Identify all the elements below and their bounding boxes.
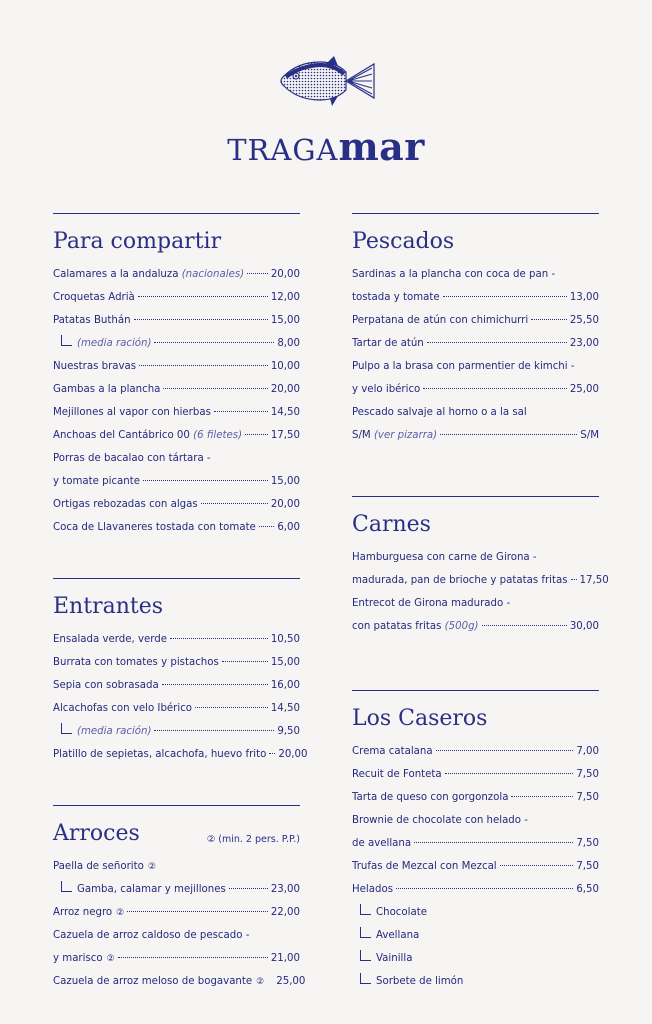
menu-item (53, 447, 300, 470)
item-name-text: Croquetas Adrià (53, 292, 135, 303)
dot-leader (154, 730, 274, 731)
item-name-text: Gambas a la plancha (53, 384, 161, 395)
item-name (53, 493, 198, 516)
item-name (53, 924, 249, 947)
item-name-text: Hamburguesa con carne de Girona - (352, 552, 537, 563)
section-note: ② (min. 2 pers. P.P.) (206, 834, 300, 845)
item-price: 7,50 (576, 861, 599, 872)
item-name (352, 970, 463, 993)
brand-logo (0, 124, 652, 169)
item-name (352, 878, 393, 901)
dot-leader (427, 342, 567, 343)
item-name-text: y velo ibérico (352, 384, 421, 395)
section-title (53, 820, 300, 848)
menu-item (53, 493, 300, 516)
menu-item (352, 309, 599, 332)
item-name-text: Sepia con sobrasada (53, 680, 159, 691)
menu-list (352, 740, 599, 993)
dot-leader (445, 773, 574, 774)
menu-item (53, 901, 300, 924)
menu-item (352, 378, 599, 401)
item-name (352, 569, 568, 592)
item-name (352, 378, 420, 401)
dot-leader (163, 388, 267, 389)
item-price: 22,00 (270, 907, 300, 918)
dot-leader (511, 796, 573, 797)
menu-list (352, 263, 599, 447)
menu-item (352, 401, 599, 424)
item-price: 7,50 (576, 792, 599, 803)
item-price: 23,00 (569, 338, 599, 349)
item-name-text: Helados (352, 884, 394, 895)
menu-item (352, 332, 599, 355)
dot-leader (134, 319, 268, 320)
item-name-text: madurada, pan de brioche y patatas fritas (352, 575, 568, 586)
item-note: (nacionales) (181, 269, 245, 280)
dot-leader (162, 684, 268, 685)
menu-item (53, 378, 300, 401)
item-name (352, 286, 440, 309)
menu-item (53, 516, 300, 539)
item-name-text: y marisco (53, 953, 103, 964)
item-price: 20,00 (270, 384, 300, 395)
brand-part2: mar (338, 124, 425, 169)
item-name-text: Avellana (376, 930, 420, 941)
menu-item (352, 546, 599, 569)
dot-leader (500, 865, 574, 866)
item-name-text: Burrata con tomates y pistachos (53, 657, 219, 668)
menu-item (352, 786, 599, 809)
item-note: (ver pizarra) (373, 430, 438, 441)
menu-item (352, 924, 599, 947)
item-name-text: Brownie de chocolate con helado - (352, 815, 528, 826)
dot-leader (436, 750, 574, 751)
item-name-text: Arroz negro (53, 907, 113, 918)
item-price: 10,00 (270, 361, 300, 372)
item-price: 7,50 (576, 769, 599, 780)
item-price: 10,50 (270, 634, 300, 645)
item-name-text: Perpatana de atún con chimichurri (352, 315, 529, 326)
item-price: 7,50 (576, 838, 599, 849)
menu-item (352, 763, 599, 786)
item-name (53, 697, 192, 720)
item-name-text: Vainilla (376, 953, 413, 964)
item-price: 23,00 (270, 884, 300, 895)
menu-item (352, 263, 599, 286)
menu-item (352, 355, 599, 378)
item-name (352, 401, 527, 424)
item-name-text: Calamares a la andaluza (53, 269, 182, 280)
item-price: 15,00 (270, 315, 300, 326)
item-price: 25,00 (276, 976, 306, 987)
dot-leader (259, 526, 274, 527)
item-name-text: Mejillones al vapor con hierbas (53, 407, 211, 418)
item-name-text: Porras de bacalao con tártara - (53, 453, 211, 464)
item-price: 20,00 (270, 499, 300, 510)
dot-leader (229, 888, 268, 889)
item-name-text: con patatas fritas (352, 621, 445, 632)
dot-leader (247, 273, 268, 274)
item-name (53, 447, 211, 470)
dot-leader (201, 503, 268, 504)
item-price: 16,00 (270, 680, 300, 691)
item-name-text: Tartar de atún (352, 338, 424, 349)
item-price: 13,00 (569, 292, 599, 303)
menu-list (352, 546, 609, 638)
menu-item (53, 286, 300, 309)
menu-item (352, 809, 599, 832)
item-note: (media ración) (77, 726, 152, 737)
item-name-text: tostada y tomate (352, 292, 440, 303)
item-name (53, 516, 256, 539)
item-name (53, 878, 226, 901)
menu-item (352, 740, 599, 763)
menu-item (53, 743, 308, 766)
menu-item (53, 332, 300, 355)
item-name (352, 947, 412, 970)
item-name-text: Recuit de Fonteta (352, 769, 442, 780)
min-two-persons-icon: ② (116, 908, 125, 918)
menu-item (53, 924, 300, 947)
menu-list (53, 855, 306, 993)
item-name (53, 970, 264, 994)
dot-leader (214, 411, 268, 412)
dot-leader (170, 638, 268, 639)
item-price: 15,00 (270, 657, 300, 668)
section-divider (53, 805, 300, 806)
menu-item (352, 286, 599, 309)
item-name-text: Pulpo a la brasa con parmentier de kimchi - (352, 361, 575, 372)
item-name (53, 378, 160, 401)
item-name (352, 592, 510, 615)
brand-part1: TRAGA (227, 133, 339, 167)
item-price: 25,00 (569, 384, 599, 395)
item-name (352, 424, 437, 447)
item-name-text: Ortigas rebozadas con algas (53, 499, 198, 510)
item-name-text: Tarta de queso con gorgonzola (352, 792, 509, 803)
min-two-persons-icon: ② (147, 862, 156, 872)
menu-item (352, 947, 599, 970)
menu-item (53, 355, 300, 378)
item-name (352, 901, 427, 924)
item-name (352, 615, 479, 638)
dot-leader (245, 434, 268, 435)
menu-item (53, 309, 300, 332)
item-name (53, 947, 115, 971)
menu-item (53, 878, 300, 901)
menu-item (352, 901, 599, 924)
section-divider (53, 578, 300, 579)
item-price: 6,50 (576, 884, 599, 895)
item-price: 9,50 (277, 726, 300, 737)
section-caseros (352, 690, 599, 993)
section-title: Carnes (352, 512, 431, 537)
section-divider (352, 690, 599, 691)
menu-item (53, 674, 300, 697)
item-name-text: Sardinas a la plancha con coca de pan - (352, 269, 556, 280)
item-name (53, 263, 244, 286)
item-price: 21,00 (270, 953, 300, 964)
item-name-text: de avellana (352, 838, 412, 849)
menu-item (53, 855, 300, 878)
item-name-text: Paella de señorito (53, 861, 144, 872)
item-name (53, 286, 135, 309)
item-price: 14,50 (270, 407, 300, 418)
item-name (352, 763, 442, 786)
section-compartir (53, 213, 300, 539)
item-name-text: Sorbete de limón (376, 976, 464, 987)
item-name (53, 332, 151, 355)
item-name-text: Pescado salvaje al horno o a la sal (352, 407, 527, 418)
item-name (352, 263, 555, 286)
item-name (352, 924, 419, 947)
section-title-text: Arroces (53, 821, 140, 846)
item-price: 8,00 (277, 338, 300, 349)
item-price: 25,50 (569, 315, 599, 326)
item-name-text: Coca de Llavaneres tostada con tomate (53, 522, 256, 533)
dot-leader (396, 888, 573, 889)
dot-leader (138, 296, 268, 297)
menu-item (352, 424, 599, 447)
section-arroces (53, 805, 306, 993)
item-note: (500g) (444, 621, 479, 632)
section-divider (352, 496, 599, 497)
item-price: 17,50 (270, 430, 300, 441)
menu-item (53, 470, 300, 493)
menu-item (352, 855, 599, 878)
section-entrantes (53, 578, 308, 766)
item-price: 7,00 (576, 746, 599, 757)
section-divider (53, 213, 300, 214)
item-name (53, 743, 266, 766)
item-name-text: Chocolate (376, 907, 427, 918)
dot-leader (139, 365, 268, 366)
section-divider (352, 213, 599, 214)
item-name-text: Cazuela de arroz meloso de bogavante (53, 976, 253, 987)
dot-leader (195, 707, 268, 708)
dot-leader (154, 342, 274, 343)
item-name-text: Ensalada verde, verde (53, 634, 168, 645)
section-title: Entrantes (53, 594, 164, 619)
dot-leader (414, 842, 573, 843)
item-price: S/M (580, 430, 599, 441)
section-title: Pescados (352, 229, 455, 254)
section-pescados (352, 213, 599, 447)
section-title: Los Caseros (352, 706, 488, 731)
dot-leader (443, 296, 567, 297)
item-name-text: Alcachofas con velo Ibérico (53, 703, 193, 714)
dot-leader (269, 753, 275, 754)
item-name (352, 855, 497, 878)
item-name (352, 809, 528, 832)
dot-leader (440, 434, 577, 435)
menu-item (53, 424, 300, 447)
item-name-text: Anchoas del Cantábrico 00 (53, 430, 194, 441)
item-note: (6 filetes) (193, 430, 243, 441)
item-name-text: Nuestras bravas (53, 361, 137, 372)
dot-leader (143, 480, 268, 481)
dot-leader (482, 625, 567, 626)
menu-item (352, 592, 599, 615)
item-name (53, 309, 131, 332)
menu-item (53, 720, 300, 743)
menu-item (53, 401, 300, 424)
item-name-text: Crema catalana (352, 746, 433, 757)
item-price: 12,00 (270, 292, 300, 303)
menu-item (352, 878, 599, 901)
item-note: (media ración) (77, 338, 152, 349)
menu-item (53, 947, 300, 970)
menu-list (53, 628, 308, 766)
item-name (352, 786, 508, 809)
item-price: 14,50 (270, 703, 300, 714)
item-name-text: Trufas de Mezcal con Mezcal (352, 861, 497, 872)
item-name (53, 651, 219, 674)
menu-item (352, 615, 599, 638)
menu-item (352, 832, 599, 855)
min-two-persons-icon: ② (106, 954, 115, 964)
menu-list (53, 263, 300, 539)
item-name-text: S/M (352, 430, 374, 441)
item-price: 30,00 (569, 621, 599, 632)
item-name (53, 901, 124, 925)
menu-item (53, 970, 306, 993)
item-price: 15,00 (270, 476, 300, 487)
item-name (53, 470, 140, 493)
item-name (53, 674, 159, 697)
item-name (352, 546, 537, 569)
item-price: 20,00 (270, 269, 300, 280)
section-title: Para compartir (53, 229, 222, 254)
item-name (352, 832, 411, 855)
item-name-text: Gamba, calamar y mejillones (77, 884, 226, 895)
dot-leader (222, 661, 268, 662)
dot-leader (531, 319, 567, 320)
min-two-persons-icon: ② (256, 977, 265, 987)
menu-item (53, 651, 300, 674)
item-name (352, 355, 575, 378)
item-name (53, 720, 151, 743)
dot-leader (571, 579, 577, 580)
item-name (352, 332, 424, 355)
menu-item (53, 697, 300, 720)
item-price: 20,00 (278, 749, 308, 760)
dot-leader (118, 957, 268, 958)
item-name (53, 424, 242, 447)
item-name (352, 309, 528, 332)
item-name (53, 628, 167, 651)
menu-item (352, 970, 599, 993)
pufferfish-icon (0, 56, 652, 110)
item-name (53, 355, 136, 378)
item-name-text: Patatas Buthán (53, 315, 131, 326)
item-price: 6,00 (277, 522, 300, 533)
item-name-text: Entrecot de Girona madurado - (352, 598, 511, 609)
item-name (53, 855, 156, 879)
item-name-text: Platillo de sepietas, alcachofa, huevo frito (53, 749, 267, 760)
menu-item (53, 263, 300, 286)
item-price: 17,50 (579, 575, 609, 586)
dot-leader (423, 388, 567, 389)
menu-item (352, 569, 609, 592)
dot-leader (127, 911, 268, 912)
item-name (53, 401, 211, 424)
section-carnes (352, 496, 609, 638)
menu-item (53, 628, 300, 651)
item-name-text: y tomate picante (53, 476, 141, 487)
item-name-text: Cazuela de arroz caldoso de pescado - (53, 930, 250, 941)
item-name (352, 740, 433, 763)
